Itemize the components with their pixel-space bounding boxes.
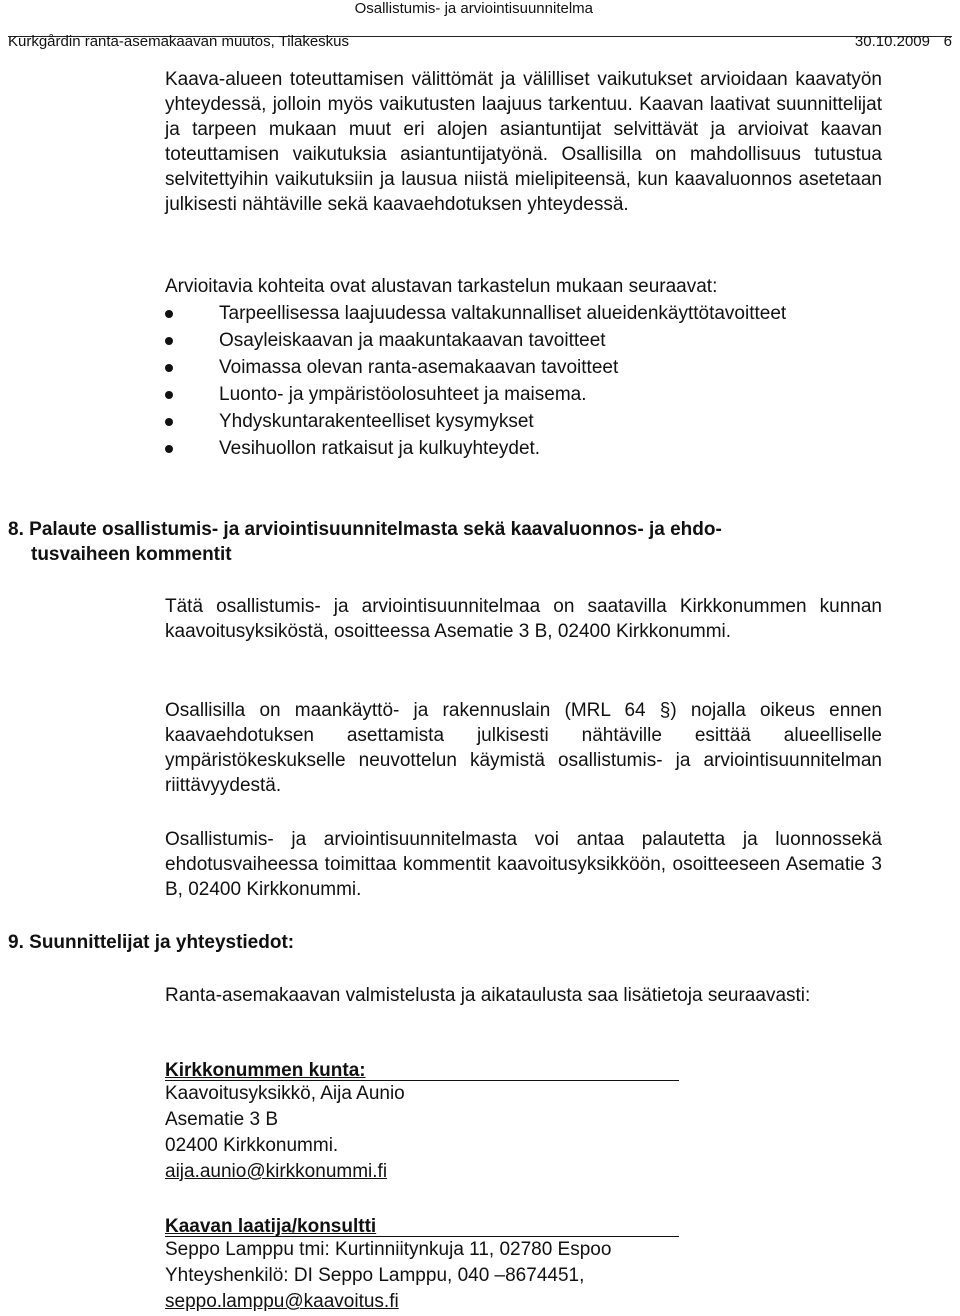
list-item bbox=[165, 381, 882, 408]
list-item bbox=[165, 435, 882, 462]
contact-line: Kaavoitusyksikkö, Aija Aunio bbox=[165, 1083, 405, 1104]
paragraph: Osallisilla on maankäyttö- ja rakennuslain (MRL 64 §) nojalla oikeus ennen kaavaehdotuksen asettamista julkisesti nähtäville esittää alueelliselle ympäristökeskukselle neuvottelun käymistä osallistumis- ja arviointisuunnitelman riittävyydestä. bbox=[165, 700, 882, 796]
section-8-number: 8. bbox=[8, 519, 24, 540]
section-9-intro bbox=[165, 983, 882, 1008]
assessment-list bbox=[165, 300, 882, 462]
section-8-heading bbox=[8, 517, 888, 567]
contact-line: Yhteyshenkilö: DI Seppo Lamppu, 040 –8674451, bbox=[165, 1265, 585, 1286]
bullet-icon bbox=[165, 337, 173, 345]
list-item bbox=[165, 327, 882, 354]
section-8-title-line1: Palaute osallistumis- ja arviointisuunnitelmasta sekä kaavaluonnos- ja ehdo- bbox=[29, 519, 722, 540]
bullet-icon bbox=[165, 310, 173, 318]
contact-line: Asematie 3 B bbox=[165, 1109, 278, 1130]
paragraph: Tätä osallistumis- ja arviointisuunnitelmaa on saatavilla Kirkkonummen kunnan kaavoitusyksiköstä, osoitteessa Asematie 3 B, 02400 Kirkkonummi. bbox=[165, 596, 882, 642]
section-9-title: Suunnittelijat ja yhteystiedot: bbox=[29, 932, 295, 953]
list-item-text: Yhdyskuntarakenteelliset kysymykset bbox=[219, 411, 534, 432]
running-header: Osallistumis- ja arviointisuunnitelma bbox=[354, 0, 593, 17]
section-8-title-line2: tusvaiheen kommentit bbox=[31, 544, 232, 565]
contact-title-rule bbox=[165, 1058, 679, 1081]
email-link[interactable]: aija.aunio@kirkkonummi.fi bbox=[165, 1161, 388, 1182]
list-item-text: Voimassa olevan ranta-asemakaavan tavoitteet bbox=[219, 357, 619, 378]
paragraph: Osallistumis- ja arviointisuunnitelmasta voi antaa palautetta ja luonnossekä ehdotusvaiheessa toimittaa kommentit kaavoitusyksikköön, osoitteeseen Asematie 3 B, 02400 Kirkkonummi. bbox=[165, 829, 882, 900]
list-item-text: Tarpeellisessa laajuudessa valtakunnalliset alueidenkäyttötavoitteet bbox=[219, 303, 787, 324]
list-item-text: Luonto- ja ympäristöolosuhteet ja maisema. bbox=[219, 384, 587, 405]
assessment-lead: Arvioitavia kohteita ovat alustavan tarkastelun mukaan seuraavat: bbox=[165, 276, 718, 297]
section-9-number: 9. bbox=[8, 932, 24, 953]
section-8-paragraph-3 bbox=[165, 827, 882, 902]
section-9-heading bbox=[8, 930, 888, 955]
page-number: 6 bbox=[943, 33, 952, 50]
bullet-icon bbox=[165, 364, 173, 372]
section-8-paragraph-2 bbox=[165, 698, 882, 798]
municipality-contact bbox=[165, 1058, 679, 1185]
intro-section bbox=[165, 67, 882, 217]
bullet-icon bbox=[165, 445, 173, 453]
list-item bbox=[165, 408, 882, 435]
contact-title-rule bbox=[165, 1214, 679, 1237]
contact-line: Seppo Lamppu tmi: Kurtinniitynkuja 11, 02780 Espoo bbox=[165, 1239, 612, 1260]
section-8-paragraph-1 bbox=[165, 594, 882, 644]
bullet-icon bbox=[165, 418, 173, 426]
contact-title: Kirkkonummen kunta: bbox=[165, 1060, 366, 1081]
list-item bbox=[165, 354, 882, 381]
document-title: Kurkgårdin ranta-asemakaavan muutos, Tilakeskus bbox=[8, 33, 350, 50]
intro-paragraph: Kaava-alueen toteuttamisen välittömät ja välilliset vaikutukset arvioidaan kaavatyön yhteydessä, jolloin myös vaikutusten laajuus tarkentuu. Kaavan laativat suunnittelijat ja tarpeen mukaan muut eri alojen asiantuntijat selvittävät ja arvioivat kaavan toteuttamisen vaikutuksia asiantuntijatyönä. Osallisilla on mahdollisuus tutustua selvitettyihin vaikutuksiin ja lausua niistä mielipiteensä, kun kaavaluonnos asetetaan julkisesti nähtäville sekä kaavaehdotuksen yhteydessä. bbox=[165, 69, 882, 215]
paragraph: Ranta-asemakaavan valmistelusta ja aikataulusta saa lisätietoja seuraavasti: bbox=[165, 985, 811, 1006]
contact-line: 02400 Kirkkonummi. bbox=[165, 1135, 339, 1156]
consultant-contact bbox=[165, 1214, 679, 1315]
email-link[interactable]: seppo.lamppu@kaavoitus.fi bbox=[165, 1291, 399, 1312]
assessment-section bbox=[165, 273, 882, 462]
list-item-text: Osayleiskaavan ja maakuntakaavan tavoitteet bbox=[219, 330, 606, 351]
page-header bbox=[8, 33, 952, 50]
list-item bbox=[165, 300, 882, 327]
document-date: 30.10.2009 bbox=[854, 33, 930, 50]
contact-title: Kaavan laatija/konsultti bbox=[165, 1216, 377, 1237]
bullet-icon bbox=[165, 391, 173, 399]
list-item-text: Vesihuollon ratkaisut ja kulkuyhteydet. bbox=[219, 438, 541, 459]
